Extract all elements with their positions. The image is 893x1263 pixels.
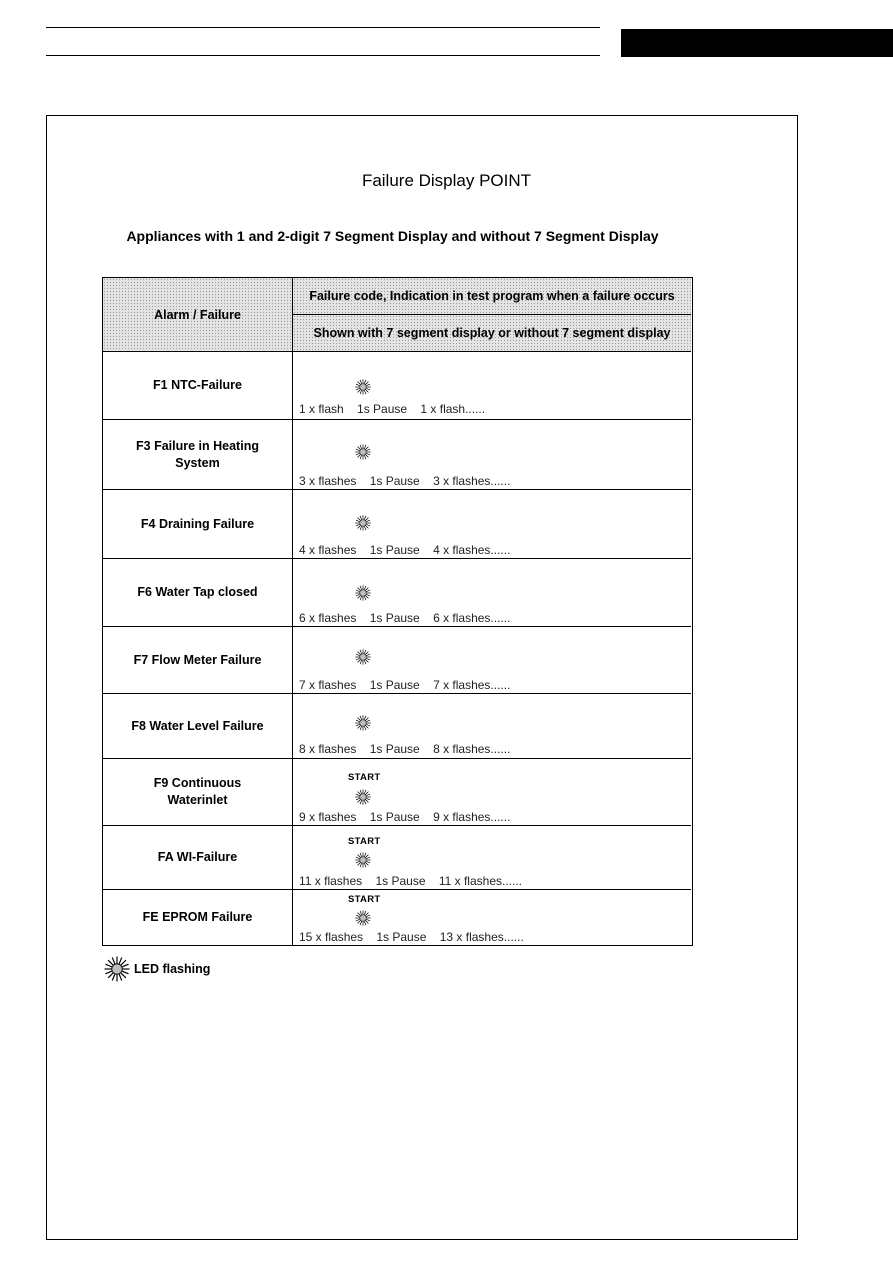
led-flashing-icon bbox=[355, 789, 371, 805]
table-row bbox=[103, 890, 691, 945]
failure-label: FA WI-Failure bbox=[103, 826, 293, 889]
flash-sequence: 6 x flashes 1s Pause 6 x flashes...... bbox=[299, 611, 511, 625]
failure-label: F9 Continuous Waterinlet bbox=[103, 759, 293, 825]
failure-label: F8 Water Level Failure bbox=[103, 694, 293, 758]
failure-label: FE EPROM Failure bbox=[103, 890, 293, 945]
table-row bbox=[103, 826, 691, 890]
legend-label: LED flashing bbox=[134, 962, 211, 976]
page-subtitle: Appliances with 1 and 2-digit 7 Segment Display and without 7 Segment Display bbox=[126, 228, 659, 244]
led-flashing-icon bbox=[355, 585, 371, 601]
legend bbox=[104, 956, 210, 982]
table-row bbox=[103, 694, 691, 759]
flash-sequence: 3 x flashes 1s Pause 3 x flashes...... bbox=[299, 474, 511, 488]
table-row bbox=[103, 627, 691, 694]
header-black-tab bbox=[621, 29, 893, 57]
led-flashing-icon bbox=[355, 852, 371, 868]
failure-label: F7 Flow Meter Failure bbox=[103, 627, 293, 693]
header-alarm-failure: Alarm / Failure bbox=[103, 278, 293, 352]
table-row bbox=[103, 420, 691, 490]
flash-sequence: 15 x flashes 1s Pause 13 x flashes...... bbox=[299, 930, 524, 944]
flash-sequence: 4 x flashes 1s Pause 4 x flashes...... bbox=[299, 543, 511, 557]
led-flashing-icon bbox=[355, 379, 371, 395]
failure-label: F1 NTC-Failure bbox=[103, 352, 293, 419]
failure-label: F3 Failure in Heating System bbox=[103, 420, 293, 489]
led-flashing-icon bbox=[355, 715, 371, 731]
flash-sequence: 8 x flashes 1s Pause 8 x flashes...... bbox=[299, 742, 511, 756]
header-rule-top bbox=[46, 27, 600, 28]
led-flashing-icon bbox=[104, 956, 130, 982]
led-flashing-icon bbox=[355, 910, 371, 926]
table-row bbox=[103, 759, 691, 826]
start-label: START bbox=[348, 894, 381, 905]
led-flashing-icon bbox=[355, 515, 371, 531]
flash-sequence: 7 x flashes 1s Pause 7 x flashes...... bbox=[299, 678, 511, 692]
header-rule-bottom bbox=[46, 55, 600, 56]
flash-sequence: 1 x flash 1s Pause 1 x flash...... bbox=[299, 402, 486, 416]
start-label: START bbox=[348, 836, 381, 847]
failure-label: F4 Draining Failure bbox=[103, 490, 293, 558]
flash-sequence: 9 x flashes 1s Pause 9 x flashes...... bbox=[299, 810, 511, 824]
table-row bbox=[103, 352, 691, 420]
flash-sequence: 11 x flashes 1s Pause 11 x flashes...... bbox=[299, 874, 523, 888]
table-row bbox=[103, 559, 691, 627]
failure-table bbox=[102, 277, 693, 946]
led-flashing-icon bbox=[355, 444, 371, 460]
led-flashing-icon bbox=[355, 649, 371, 665]
table-row bbox=[103, 490, 691, 559]
page-title: Failure Display POINT bbox=[361, 171, 532, 190]
header-failure-code: Failure code, Indication in test program when a failure occurs bbox=[293, 278, 691, 315]
failure-label: F6 Water Tap closed bbox=[103, 559, 293, 626]
start-label: START bbox=[348, 772, 381, 783]
header-display-type: Shown with 7 segment display or without 7 segment display bbox=[293, 315, 691, 352]
